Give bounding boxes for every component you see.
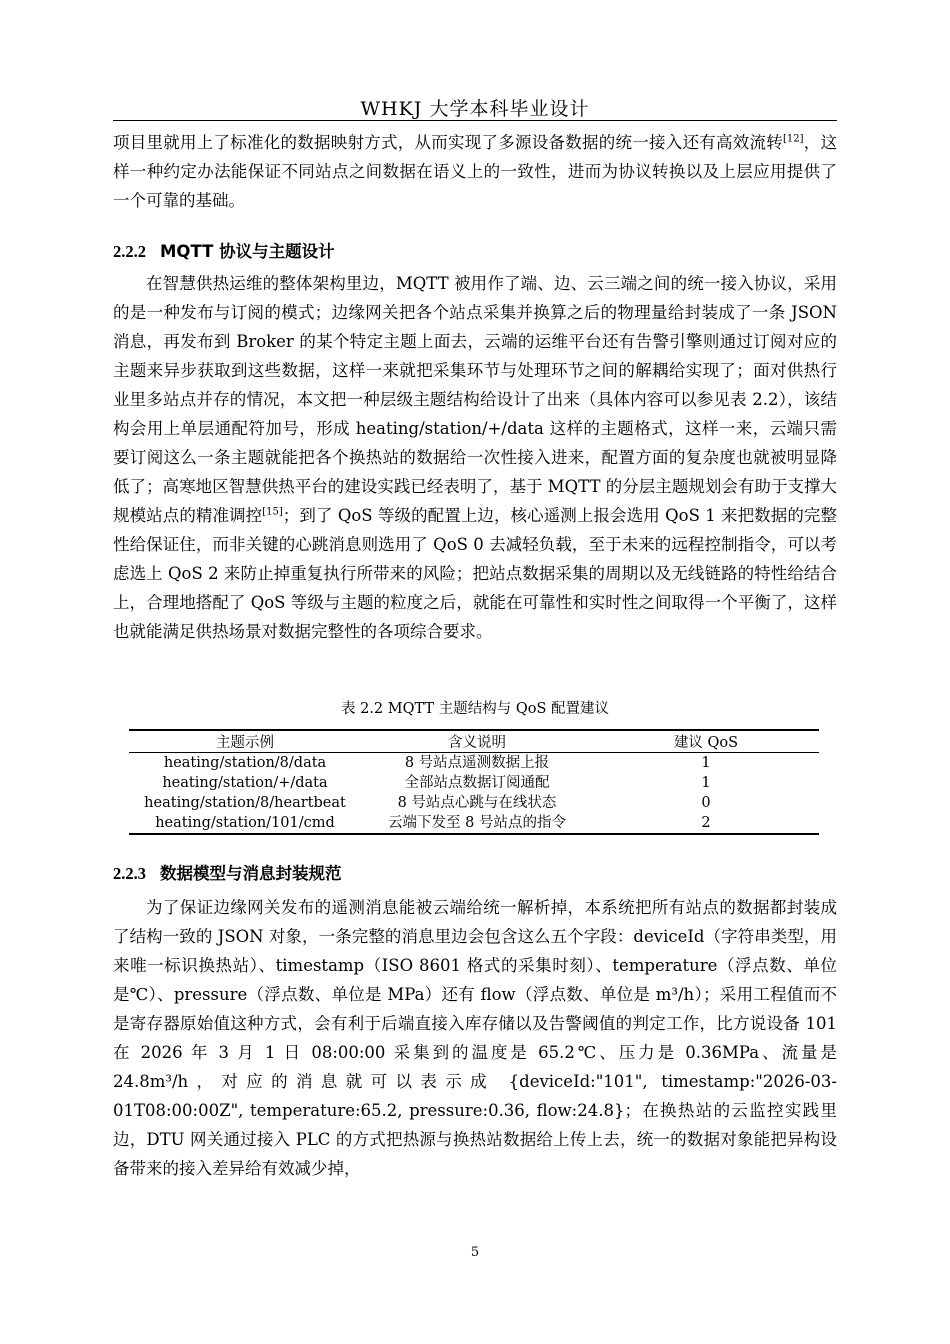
table-cell: heating/station/+/data — [162, 775, 328, 791]
table-cell: heating/station/101/cmd — [129, 813, 361, 834]
table-cell: 1 — [701, 775, 711, 791]
paragraph-continued — [113, 128, 837, 215]
section-number: 2.2.2 — [113, 242, 146, 261]
table-header-row — [129, 730, 819, 753]
table-cell: heating/station/8/data — [163, 755, 327, 771]
citation: [15] — [262, 506, 283, 518]
section-2-2-3-paragraph — [113, 893, 837, 1183]
table-row — [129, 773, 819, 793]
paragraph-text: 在智慧供热运维的整体架构里边，MQTT 被用作了端、边、云三端之间的统一接入协议，采用的是一种发布与订阅的模式；边缘网关把各个站点采集并换算之后的物理量给封装成了一条 JSON 消息，再发布到 Broker 的某个特定主题上面去，云端的运维平台还有告警引擎则通过订阅对应的主题来异步获取到这些数据，这样一来就把采集环节与处理环节之间的解耦给实现了；面对供热行业里多站点并存的情况，本文把一种层级主题结构给设计了出来（具体内容可以参见表 2.2），该结构会用上单层通配符加号，形成 heating/station/+/data 这样的主题格式，这样一来，云端只需要订阅这么一条主题就能把各个换热站的数据给一次性接入进来，配置方面的复杂度也就被明显降低了；高寒地区智慧供热平台的建设实践已经表明了，基于 MQTT 的分层主题规划会有助于支撑大规模站点的精准调控[15]；到了 QoS 等级的配置上边，核心遥测上报会选用 QoS 1 来把数据的完整性给保证住，而非关键的心跳消息则选用了 QoS 0 去减轻负载，至于未来的远程控制指令，可以考虑选上 QoS 2 来防止掉重复执行所带来的风险；把站点数据采集的周期以及无线链路的特性给结合上，合理地搭配了 QoS 等级与主题的粒度之后，就能在可靠性和实时性之间取得一个平衡了，这样也就能满足供热场景对数据完整性的各项综合要求。 — [113, 274, 837, 641]
table-cell: heating/station/8/heartbeat — [144, 795, 346, 811]
table-cell: 0 — [701, 795, 711, 811]
section-number: 2.2.3 — [113, 864, 146, 883]
table-row — [129, 753, 819, 774]
section-title: 数据模型与消息封装规范 — [160, 864, 342, 883]
table-caption: 表 2.2 MQTT 主题结构与 QoS 配置建议 — [340, 701, 609, 717]
section-heading-2-2-2 — [113, 240, 837, 264]
header-rule — [113, 120, 837, 121]
table-cell: 1 — [701, 755, 711, 771]
page-number: 5 — [470, 1245, 480, 1260]
table-header-cell: 主题示例 — [129, 730, 361, 753]
table-row — [129, 813, 819, 834]
paragraph-text: 为了保证边缘网关发布的遥测消息能被云端给统一解析掉，本系统把所有站点的数据都封装成了结构一致的 JSON 对象，一条完整的消息里边会包含这么五个字段：deviceId（字符串类型，用来唯一标识换热站）、timestamp（ISO 8601 格式的采集时刻）、temperature（浮点数、单位是℃）、pressure（浮点数、单位是 MPa）还有 flow（浮点数、单位是 m³/h）；采用工程值而不是寄存器原始值这种方式，会有利于后端直接入库存储以及告警阈值的判定工作，比方说设备 101 在 2026 年 3 月 1 日 08:00:00 采集到的温度是 65.2℃、压力是 0.36MPa、流量是 24.8m³/h，对应的消息就可以表示成 {deviceId:"101", timestamp:"2026-03-01T08:00:00Z", temperature:65.2, pressure:0.36, flow:24.8}；在换热站的云监控实践里边，DTU 网关通过接入 PLC 的方式把热源与换热站数据给上传上去，统一的数据对象能把异构设备带来的接入差异给有效减少掉， — [113, 898, 837, 1178]
table-cell: 8 号站点心跳与在线状态 — [397, 795, 557, 811]
table-header-cell: 建议 QoS — [593, 730, 819, 753]
table-header-cell: 含义说明 — [361, 730, 593, 753]
section-title: MQTT 协议与主题设计 — [160, 242, 335, 261]
paragraph-text: 项目里就用上了标准化的数据映射方式，从而实现了多源设备数据的统一接入还有高效流转[12]，这样一种约定办法能保证不同站点之间数据在语义上的一致性，进而为协议转换以及上层应用提供了一个可靠的基础。 — [113, 133, 838, 210]
table-cell: 全部站点数据订阅通配 — [404, 775, 550, 791]
citation: [12] — [782, 133, 804, 145]
qos-table — [129, 729, 819, 835]
page-header: WHKJ 大学本科毕业设计 — [360, 98, 590, 120]
section-2-2-2-paragraph — [113, 269, 837, 646]
section-heading-2-2-3 — [113, 862, 837, 886]
table-cell: 云端下发至 8 号站点的指令 — [361, 813, 593, 834]
table-row — [129, 793, 819, 813]
table-cell: 8 号站点遥测数据上报 — [404, 755, 550, 771]
table-cell: 2 — [593, 813, 819, 834]
